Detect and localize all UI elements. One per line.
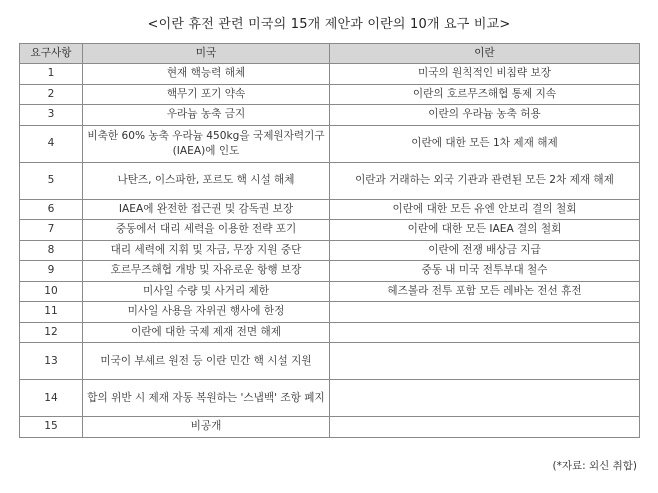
cell-iran-demand: 이란에 전쟁 배상금 지급 xyxy=(330,240,640,261)
cell-number: 11 xyxy=(20,302,83,323)
cell-us-proposal: 우라늄 농축 금지 xyxy=(83,105,330,126)
cell-us-proposal: 현재 핵능력 해체 xyxy=(83,64,330,85)
table-row xyxy=(20,380,640,417)
table-row xyxy=(20,322,640,343)
column-header-iran: 이란 xyxy=(330,44,640,64)
cell-iran-demand xyxy=(330,380,640,417)
cell-number: 10 xyxy=(20,281,83,302)
cell-us-proposal: 핵무기 포기 약속 xyxy=(83,84,330,105)
cell-iran-demand: 이란의 호르무즈해협 통제 지속 xyxy=(330,84,640,105)
table-row xyxy=(20,343,640,380)
table-row xyxy=(20,84,640,105)
cell-iran-demand xyxy=(330,417,640,438)
cell-us-proposal: 비축한 60% 농축 우라늄 450kg을 국제원자력기구(IAEA)에 인도 xyxy=(83,125,330,162)
table-row xyxy=(20,105,640,126)
table-row xyxy=(20,125,640,162)
cell-iran-demand xyxy=(330,343,640,380)
cell-number: 9 xyxy=(20,261,83,282)
cell-iran-demand: 이란에 대한 모든 1차 제재 해제 xyxy=(330,125,640,162)
cell-iran-demand: 이란에 대한 모든 유엔 안보리 결의 철회 xyxy=(330,199,640,220)
table-row xyxy=(20,240,640,261)
cell-number: 5 xyxy=(20,162,83,199)
cell-us-proposal: 합의 위반 시 제재 자동 복원하는 '스냅백' 조항 폐지 xyxy=(83,380,330,417)
cell-us-proposal: 나탄즈, 이스파한, 포르도 핵 시설 해체 xyxy=(83,162,330,199)
cell-us-proposal: 미국이 부셰르 원전 등 이란 민간 핵 시설 지원 xyxy=(83,343,330,380)
header-row xyxy=(20,44,640,64)
cell-iran-demand: 미국의 원칙적인 비침략 보장 xyxy=(330,64,640,85)
table-row xyxy=(20,281,640,302)
table-row xyxy=(20,64,640,85)
column-header-requirement: 요구사항 xyxy=(20,44,83,64)
cell-number: 13 xyxy=(20,343,83,380)
column-header-us: 미국 xyxy=(83,44,330,64)
cell-number: 3 xyxy=(20,105,83,126)
cell-number: 12 xyxy=(20,322,83,343)
cell-number: 14 xyxy=(20,380,83,417)
cell-number: 7 xyxy=(20,220,83,241)
cell-us-proposal: 중동에서 대리 세력을 이용한 전략 포기 xyxy=(83,220,330,241)
cell-us-proposal: 미사일 수량 및 사거리 제한 xyxy=(83,281,330,302)
cell-number: 8 xyxy=(20,240,83,261)
cell-iran-demand: 중동 내 미국 전투부대 철수 xyxy=(330,261,640,282)
cell-number: 2 xyxy=(20,84,83,105)
cell-iran-demand: 이란에 대한 모든 IAEA 결의 철회 xyxy=(330,220,640,241)
cell-us-proposal: 비공개 xyxy=(83,417,330,438)
cell-number: 1 xyxy=(20,64,83,85)
cell-iran-demand xyxy=(330,302,640,323)
table-header xyxy=(20,44,640,64)
cell-us-proposal: 호르무즈해협 개방 및 자유로운 항행 보장 xyxy=(83,261,330,282)
page-title: <이란 휴전 관련 미국의 15개 제안과 이란의 10개 요구 비교> xyxy=(147,17,511,32)
cell-iran-demand: 이란과 거래하는 외국 기관과 관련된 모든 2차 제재 해제 xyxy=(330,162,640,199)
cell-us-proposal: 이란에 대한 국제 제재 전면 해제 xyxy=(83,322,330,343)
cell-iran-demand: 이란의 우라늄 농축 허용 xyxy=(330,105,640,126)
table-row xyxy=(20,261,640,282)
cell-us-proposal: 미사일 사용을 자위권 행사에 한정 xyxy=(83,302,330,323)
table-row xyxy=(20,302,640,323)
table-row xyxy=(20,162,640,199)
table-body xyxy=(20,64,640,438)
table-row xyxy=(20,220,640,241)
cell-us-proposal: IAEA에 완전한 접근권 및 감독권 보장 xyxy=(83,199,330,220)
cell-number: 6 xyxy=(20,199,83,220)
cell-us-proposal: 대리 세력에 지휘 및 자금, 무장 지원 중단 xyxy=(83,240,330,261)
cell-number: 15 xyxy=(20,417,83,438)
source-note: (*자료: 외신 취합) xyxy=(552,460,637,472)
table-row xyxy=(20,199,640,220)
cell-number: 4 xyxy=(20,125,83,162)
table-row xyxy=(20,417,640,438)
cell-iran-demand: 헤즈볼라 전투 포함 모든 레바논 전선 휴전 xyxy=(330,281,640,302)
comparison-table xyxy=(19,43,640,438)
cell-iran-demand xyxy=(330,322,640,343)
